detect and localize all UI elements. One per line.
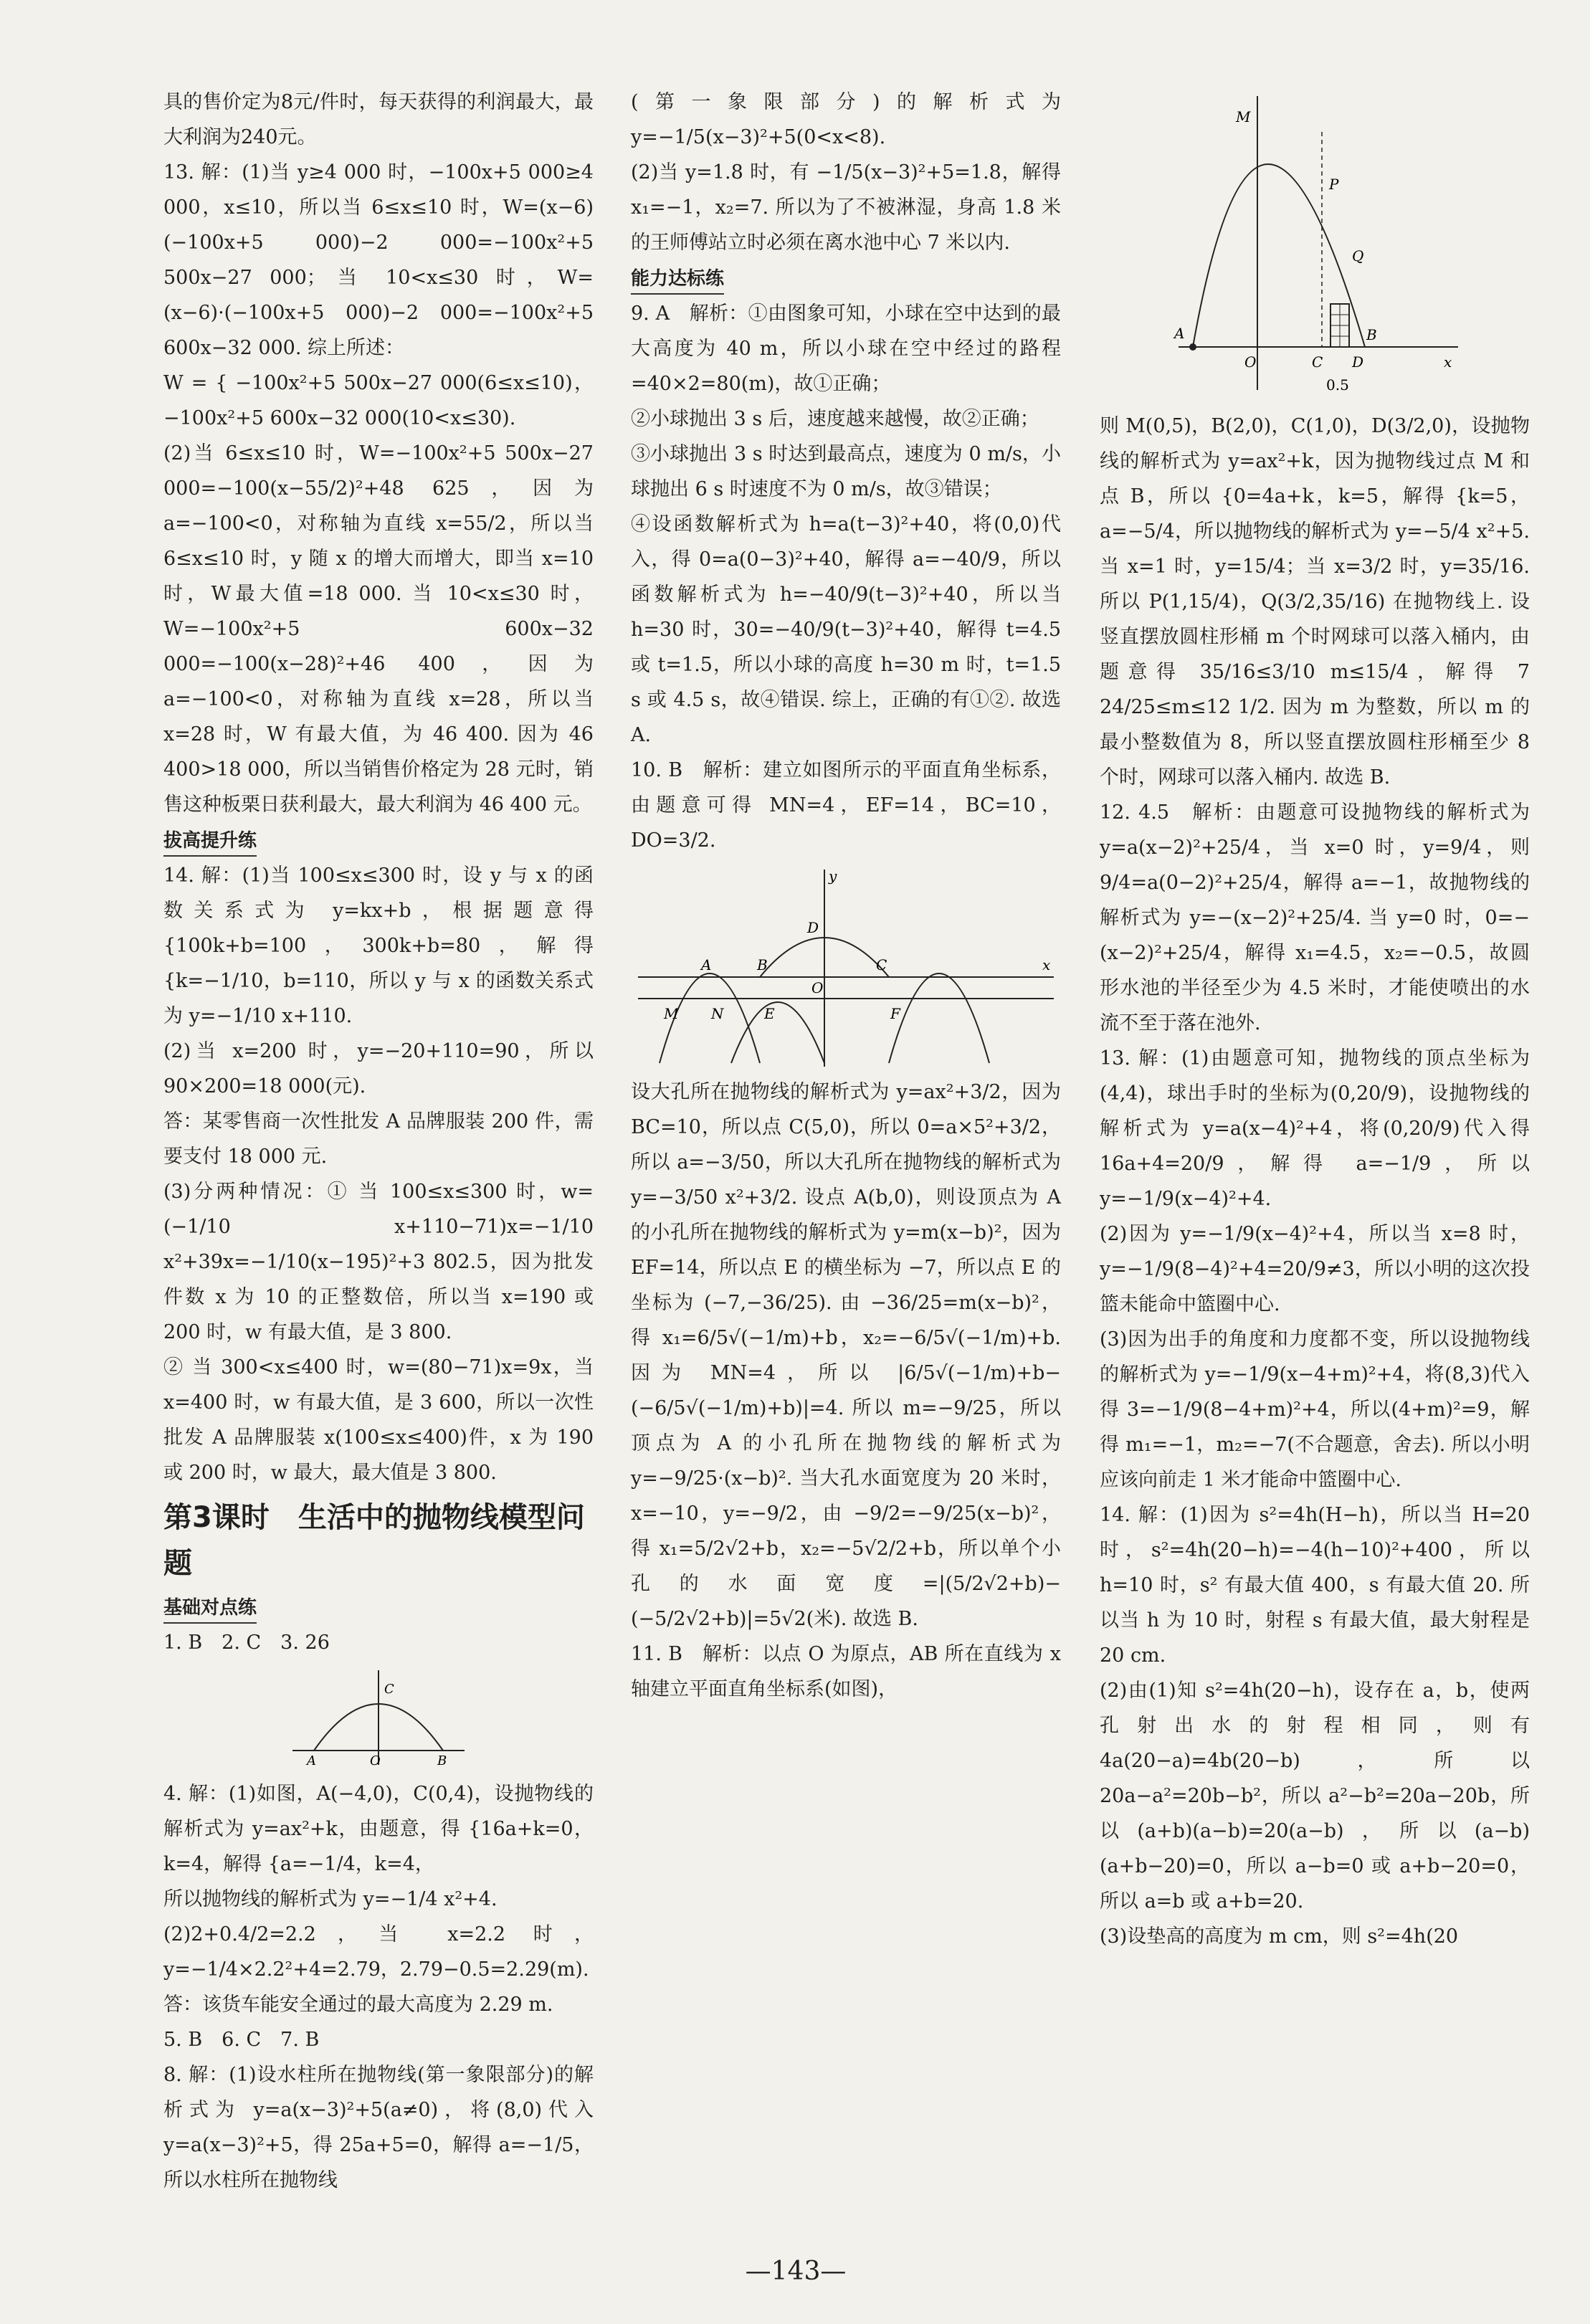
answer-4-part1: 4. 解：(1)如图，A(−4,0)，C(0,4)，设抛物线的解析式为 y=ax²+k，由题意，得 {16a+k=0，k=4，解得 {a=−1/4，k=4， [163, 1783, 594, 1875]
lesson-title: 第3课时 生活中的抛物线模型问题 [163, 1501, 585, 1580]
svg-text:A: A [1174, 325, 1185, 342]
svg-text:O: O [370, 1753, 381, 1768]
parabola-figure-4 [285, 1665, 472, 1772]
bridge-arch-figure [631, 862, 1061, 1070]
answers-5-7: 5. B 6. C 7. B [163, 2029, 320, 2051]
answers-1-3: 1. B 2. C 3. 26 [163, 1632, 330, 1654]
answer-13-part1: 13. 解：(1)当 y≥4 000 时，−100x+5 000≥4 000，x≤10，所以当 6≤x≤10 时，W=(x−6)(−100x+5 000)−2 000=−100x²+5 500x−27 000；当 10<x≤30 时，W=(x−6)·(−100x+5 000)−2 000=−100x²+5 600x−32 000. 综上所述： [163, 161, 594, 359]
answer-13-part3: (3)因为出手的角度和力度都不变，所以设抛物线的解析式为 y=−1/9(x−4+m)²+4，将(8,3)代入得 3=−1/9(8−4+m)²+4，所以(4+m)²=9，解得 m₁=−1，m₂=−7(不合题意，舍去). 所以小明应该向前走 1 米才能命中篮圈中心. [1100, 1328, 1530, 1491]
svg-text:Q: Q [1352, 247, 1364, 265]
answer-10-intro: 10. B 解析：建立如图所示的平面直角坐标系，由题意可得 MN=4，EF=14，BC=10，DO=3/2. [631, 759, 1061, 852]
svg-text:P: P [1329, 176, 1339, 193]
svg-text:x: x [1042, 956, 1051, 973]
section-title-advanced: 拔高提升练 [163, 827, 257, 857]
figure-label-half: 0.5 [1326, 376, 1349, 394]
answer-9-step4: ④设函数解析式为 h=a(t−3)²+40，将(0,0)代入，得 0=a(0−3)²+40，解得 a=−40/9，所以函数解析式为 h=−40/9(t−3)²+40，所以当 h=30 时，30=−40/9(t−3)²+40，解得 t=4.5 或 t=1.5，所以小球的高度 h=30 m 时，t=1.5 s 或 4.5 s，故④错误. 综上，正确的有①②. 故选 A. [631, 513, 1061, 746]
answer-8-part1: 8. 解：(1)设水柱所在抛物线(第一象限部分)的解析式为 y=a(x−3)²+5(a≠0)，将(8,0)代入 y=a(x−3)²+5，得 25a+5=0，解得 a=−1/5，所以水柱所在抛物线 [163, 2064, 594, 2191]
answer-14-part2: (2)由(1)知 s²=4h(20−h)，设存在 a，b，使两孔射出水的射程相同，则有 4a(20−a)=4b(20−b)，所以 20a−a²=20b−b²，所以 a²−b²=20a−20b，所以(a+b)(a−b)=20(a−b)，所以(a−b)(a+b−20)=0，所以 a−b=0 或 a+b−20=0，所以 a=b 或 a+b=20. [1100, 1680, 1530, 1913]
svg-text:N: N [711, 1005, 724, 1022]
answer-8-cont: (第一象限部分)的解析式为 y=−1/5(x−3)²+5(0<x<8). [631, 91, 1061, 148]
svg-text:B: B [437, 1753, 447, 1768]
svg-text:E: E [764, 1005, 775, 1022]
answer-14-part3: (3)分两种情况：① 当 100≤x≤300 时，w=(−1/10 x+110−71)x=−1/10 x²+39x=−1/10(x−195)²+3 802.5，因为批发件数 x 为 10 的正整数倍，所以当 x=190 或 200 时，w 有最大值，是 3 800. [163, 1181, 594, 1343]
answer-14-part3b: ② 当 300<x≤400 时，w=(80−71)x=9x，当 x=400 时，w 有最大值，是 3 600，所以一次性批发 A 品牌服装 x(100≤x≤400)件，x 为 190 或 200 时，w 最大，最大值是 3 800. [163, 1356, 594, 1484]
answer-13-part2: (2)当 6≤x≤10 时，W=−100x²+5 500x−27 000=−100(x−55/2)²+48 625，因为 a=−100<0，对称轴为直线 x=55/2，所以当 6≤x≤10 时，y 随 x 的增大而增大，即当 x=10 时，W最大值=18 000. 当 10<x≤30 时，W=−100x²+5 600x−32 000=−100(x−28)²+46 400，因为 a=−100<0，对称轴为直线 x=28，所以当 x=28 时，W 有最大值，为 46 400. 因为 46 400>18 000，所以当销售价格定为 28 元时，销售这种板栗日获利最大，最大利润为 46 400 元。 [163, 442, 594, 816]
answer-13-part1: 13. 解：(1)由题意可知，抛物线的顶点坐标为(4,4)，球出手时的坐标为(0,20/9)，设抛物线的解析式为 y=a(x−4)²+4，将(0,20/9)代入得 16a+4=20/9，解得 a=−1/9，所以 y=−1/9(x−4)²+4. [1100, 1047, 1530, 1210]
svg-text:A: A [701, 956, 712, 973]
answer-10-solution: 设大孔所在抛物线的解析式为 y=ax²+3/2，因为 BC=10，所以点 C(5,0)，所以 0=a×5²+3/2，所以 a=−3/50，所以大孔所在抛物线的解析式为 y=−3/50 x²+3/2. 设点 A(b,0)，则设顶点为 A 的小孔所在抛物线的解析式为 y=m(x−b)²，因为 EF=14，所以点 E 的横坐标为 −7，所以点 E 的坐标为 (−7,−36/25). 由 −36/25=m(x−b)²，得 x₁=6/5√(−1/m)+b，x₂=−6/5√(−1/m)+b. 因为 MN=4，所以 |6/5√(−1/m)+b−(−6/5√(−1/m)+b)|=4. 所以 m=−9/25，所以顶点为 A 的小孔所在抛物线的解析式为 y=−9/25·(x−b)². 当大孔水面宽度为 20 米时，x=−10，y=−9/2，由 −9/2=−9/25(x−b)²，得 x₁=5/2√2+b，x₂=−5√2/2+b，所以单个小孔的水面宽度=|(5/2√2+b)−(−5/2√2+b)|=5√2(米). 故选 B. [631, 1081, 1061, 1630]
answer-4-result: 所以抛物线的解析式为 y=−1/4 x²+4. [163, 1888, 498, 1910]
svg-text:D: D [1352, 353, 1364, 371]
svg-text:x: x [1444, 353, 1452, 371]
svg-text:F: F [890, 1005, 900, 1022]
column-1 [163, 85, 594, 2198]
answer-9-step1: 9. A 解析：①由图象可知，小球在空中达到的最大高度为 40 m，所以小球在空中经过的路程=40×2=80(m)，故①正确； [631, 303, 1061, 395]
section-title-basic: 基础对点练 [163, 1594, 257, 1624]
svg-text:y: y [829, 867, 837, 885]
page-number: —143— [745, 2257, 847, 2286]
tennis-parabola-figure [1164, 89, 1465, 404]
column-2 [631, 85, 1061, 1707]
answer-14-reply: 答：某零售商一次性批发 A 品牌服装 200 件，需要支付 18 000 元. [163, 1110, 594, 1168]
answer-4-reply: 答：该货车能安全通过的最大高度为 2.29 m. [163, 1994, 553, 2016]
answer-13-part2: (2)因为 y=−1/9(x−4)²+4，所以当 x=8 时，y=−1/9(8−4)²+4=20/9≠3，所以小明的这次投篮未能命中篮圈中心. [1100, 1223, 1530, 1315]
svg-text:A: A [307, 1753, 316, 1768]
answer-11-intro: 11. B 解析：以点 O 为原点，AB 所在直线为 x 轴建立平面直角坐标系(如图)， [631, 1643, 1061, 1700]
text-line: 具的售价定为8元/件时，每天获得的利润最大，最大利润为240元。 [163, 91, 594, 148]
piecewise-formula: W = { −100x²+5 500x−27 000(6≤x≤10)，−100x²+5 600x−32 000(10<x≤30). [163, 372, 594, 429]
svg-text:C: C [876, 956, 887, 973]
svg-text:O: O [811, 979, 824, 996]
answer-14-part1: 14. 解：(1)因为 s²=4h(H−h)，所以当 H=20 时，s²=4h(20−h)=−4(h−10)²+400，所以 h=10 时，s² 有最大值 400，s 有最大值 20. 所以当 h 为 10 时，射程 s 有最大值，最大射程是 20 cm. [1100, 1504, 1530, 1667]
svg-text:D: D [807, 919, 819, 936]
svg-text:B: B [1366, 326, 1377, 343]
column-3 [1100, 85, 1530, 1954]
svg-text:C: C [384, 1682, 394, 1697]
section-title-ability: 能力达标练 [631, 265, 724, 295]
svg-text:O: O [1244, 353, 1257, 371]
svg-text:B: B [757, 956, 768, 973]
answer-12: 12. 4.5 解析：由题意可设抛物线的解析式为 y=a(x−2)²+25/4，当 x=0 时，y=9/4，则 9/4=a(0−2)²+25/4，解得 a=−1，故抛物线的解析式为 y=−(x−2)²+25/4. 当 y=0 时，0=−(x−2)²+25/4，解得 x₁=4.5，x₂=−0.5，故圆形水池的半径至少为 4.5 米时，才能使喷出的水流不至于落在池外. [1100, 801, 1530, 1034]
svg-text:C: C [1312, 353, 1323, 371]
svg-text:M: M [664, 1005, 679, 1022]
answer-11-solution: 则 M(0,5)，B(2,0)，C(1,0)，D(3/2,0)，设抛物线的解析式为 y=ax²+k，因为抛物线过点 M 和点 B，所以 {0=4a+k，k=5，解得 {k=5，a=−5/4，所以抛物线的解析式为 y=−5/4 x²+5. 当 x=1 时，y=15/4；当 x=3/2 时，y=35/16. 所以 P(1,15/4)，Q(3/2,35/16) 在抛物线上. 设竖直摆放圆柱形桶 m 个时网球可以落入桶内，由题意得 35/16≤3/10 m≤15/4，解得 7 24/25≤m≤12 1/2. 因为 m 为整数，所以 m 的最小整数值为 8，所以竖直摆放圆柱形桶至少 8 个时，网球可以落入桶内. 故选 B. [1100, 415, 1530, 789]
answer-9-step2: ②小球抛出 3 s 后，速度越来越慢，故②正确； [631, 408, 1039, 430]
answer-8-part2: (2)当 y=1.8 时，有 −1/5(x−3)²+5=1.8，解得 x₁=−1，x₂=7. 所以为了不被淋湿，身高 1.8 米的王师傅站立时必须在离水池中心 7 米以内. [631, 161, 1061, 254]
answer-14-part1: 14. 解：(1)当 100≤x≤300 时，设 y 与 x 的函数关系式为 y=kx+b，根据题意得 {100k+b=100，300k+b=80，解得 {k=−1/10，b=110，所以 y 与 x 的函数关系式为 y=−1/10 x+110. [163, 865, 594, 1027]
answer-14-part3: (3)设垫高的高度为 m cm，则 s²=4h(20 [1100, 1925, 1459, 1948]
svg-text:M: M [1236, 108, 1251, 125]
answer-9-step3: ③小球抛出 3 s 时达到最高点，速度为 0 m/s，小球抛出 6 s 时速度不为 0 m/s，故③错误； [631, 443, 1061, 500]
answer-4-part2: (2)2+0.4/2=2.2，当 x=2.2 时，y=−1/4×2.2²+4=2.79，2.79−0.5=2.29(m). [163, 1923, 594, 1981]
answer-14-part2: (2)当 x=200 时，y=−20+110=90，所以 90×200=18 000(元). [163, 1040, 594, 1097]
